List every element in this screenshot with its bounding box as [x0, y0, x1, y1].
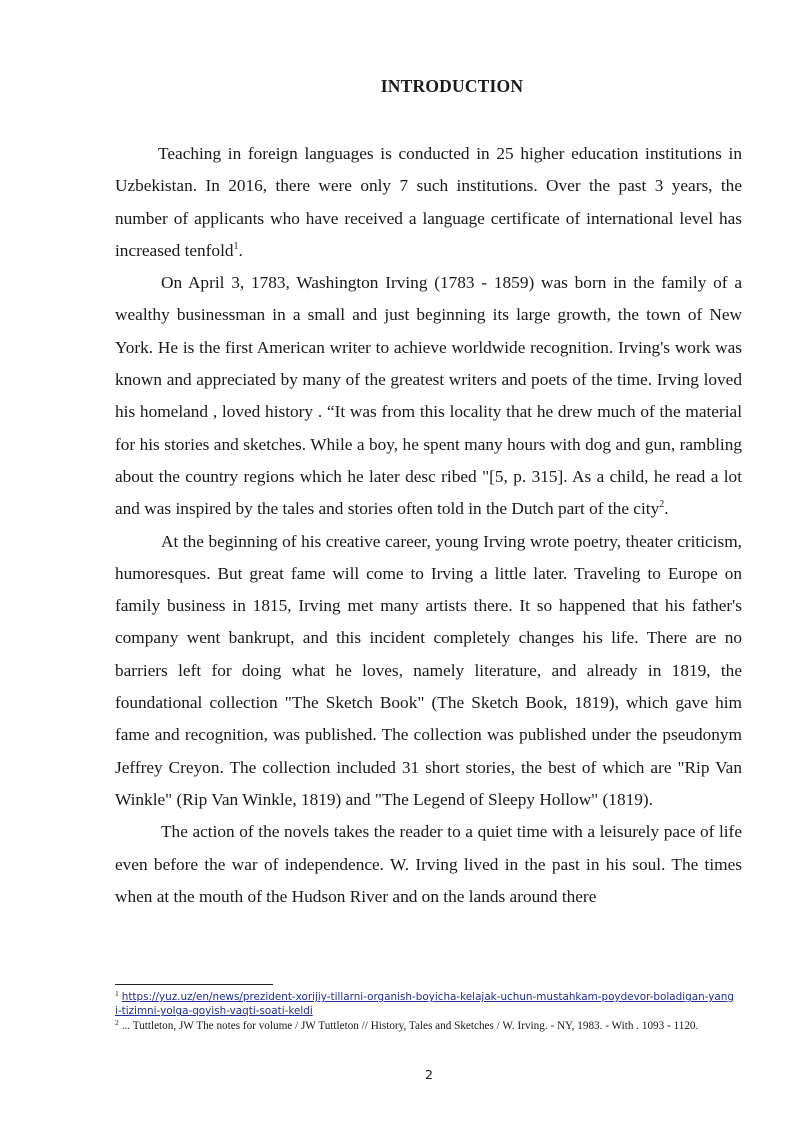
paragraph-1-tail: . [238, 240, 243, 260]
footnote-separator [115, 984, 273, 985]
footnote-1-link[interactable]: https://yuz.uz/en/news/prezident-xorijiy-tillarni-organish-boyicha-kelajak-uchun-mustahkam-poydevor-boladigan-yangi-tizimni-yolga-qoyish-vaqti-soati-keldi [115, 991, 734, 1018]
footnote-1 [115, 990, 735, 1019]
footnote-2 [115, 1019, 735, 1033]
footnote-number-1: 1 [115, 989, 119, 998]
paragraph-1-text: Teaching in foreign languages is conducted in 25 higher education institutions in Uzbekistan. In 2016, there were only 7 such institutions. Over the past 3 years, the number of applicants who have received a language certificate of international level has increased tenfold [115, 144, 742, 260]
page-title: INTRODUCTION [380, 76, 524, 96]
footnote-ref-2[interactable]: 2 [659, 499, 665, 511]
paragraph-3-text: At the beginning of his creative career, young Irving wrote poetry, theater criticism, humoresques. But great fame will come to Irving a little later. Traveling to Europe on family business in 1815, Irving met many artists there. It so happened that his father's company went bankrupt, and this incident completely changes his life. There are no barriers left for doing what he loves, namely literature, and already in 1819, the foundational collection "The Sketch Book" (The Sketch Book, 1819), which gave him fame and recognition, was published. The collection was published under the pseudonym Jeffrey Creyon. The collection included 31 short stories, the best of which are "Rip Van Winkle" (Rip Van Winkle, 1819) and "The Legend of Sleepy Hollow" (1819). [115, 531, 742, 809]
footnotes [115, 990, 735, 1033]
paragraph-2 [115, 267, 742, 525]
footnote-number-2: 2 [115, 1017, 119, 1027]
paragraph-4-text: The action of the novels takes the reader to a quiet time with a leisurely pace of life even before the war of independence. W. Irving lived in the past in his soul. The times when at the mouth of the Hudson River and on the lands around there [115, 822, 742, 906]
paragraph-2-tail: . [664, 499, 669, 519]
paragraph-1 [115, 138, 742, 267]
paragraph-3 [115, 526, 742, 817]
footnote-2-text: ... Tuttleton, JW The notes for volume / JW Tuttleton // History, Tales and Sketches / W. Irving. - NY, 1983. - With . 1093 - 1120. [121, 1019, 699, 1032]
paragraph-2-text: On April 3, 1783, Washington Irving (1783 - 1859) was born in the family of a wealthy businessman in a small and just beginning its large growth, the town of New York. He is the first American writer to achieve worldwide recognition. Irving's work was known and appreciated by many of the greatest writers and poets of the time. Irving loved his homeland , loved history . “It was from this locality that he drew much of the material for his stories and sketches. While a boy, he spent many hours with dog and gun, rambling about the country regions which he later desc ribed "[5, p. 315]. As a child, he read a lot and was inspired by the tales and stories often told in the Dutch part of the city [115, 273, 742, 519]
page-number: 2 [425, 1067, 433, 1082]
footnote-ref-1[interactable]: 1 [233, 240, 239, 252]
paragraph-4 [115, 816, 742, 913]
body-text [115, 138, 742, 913]
